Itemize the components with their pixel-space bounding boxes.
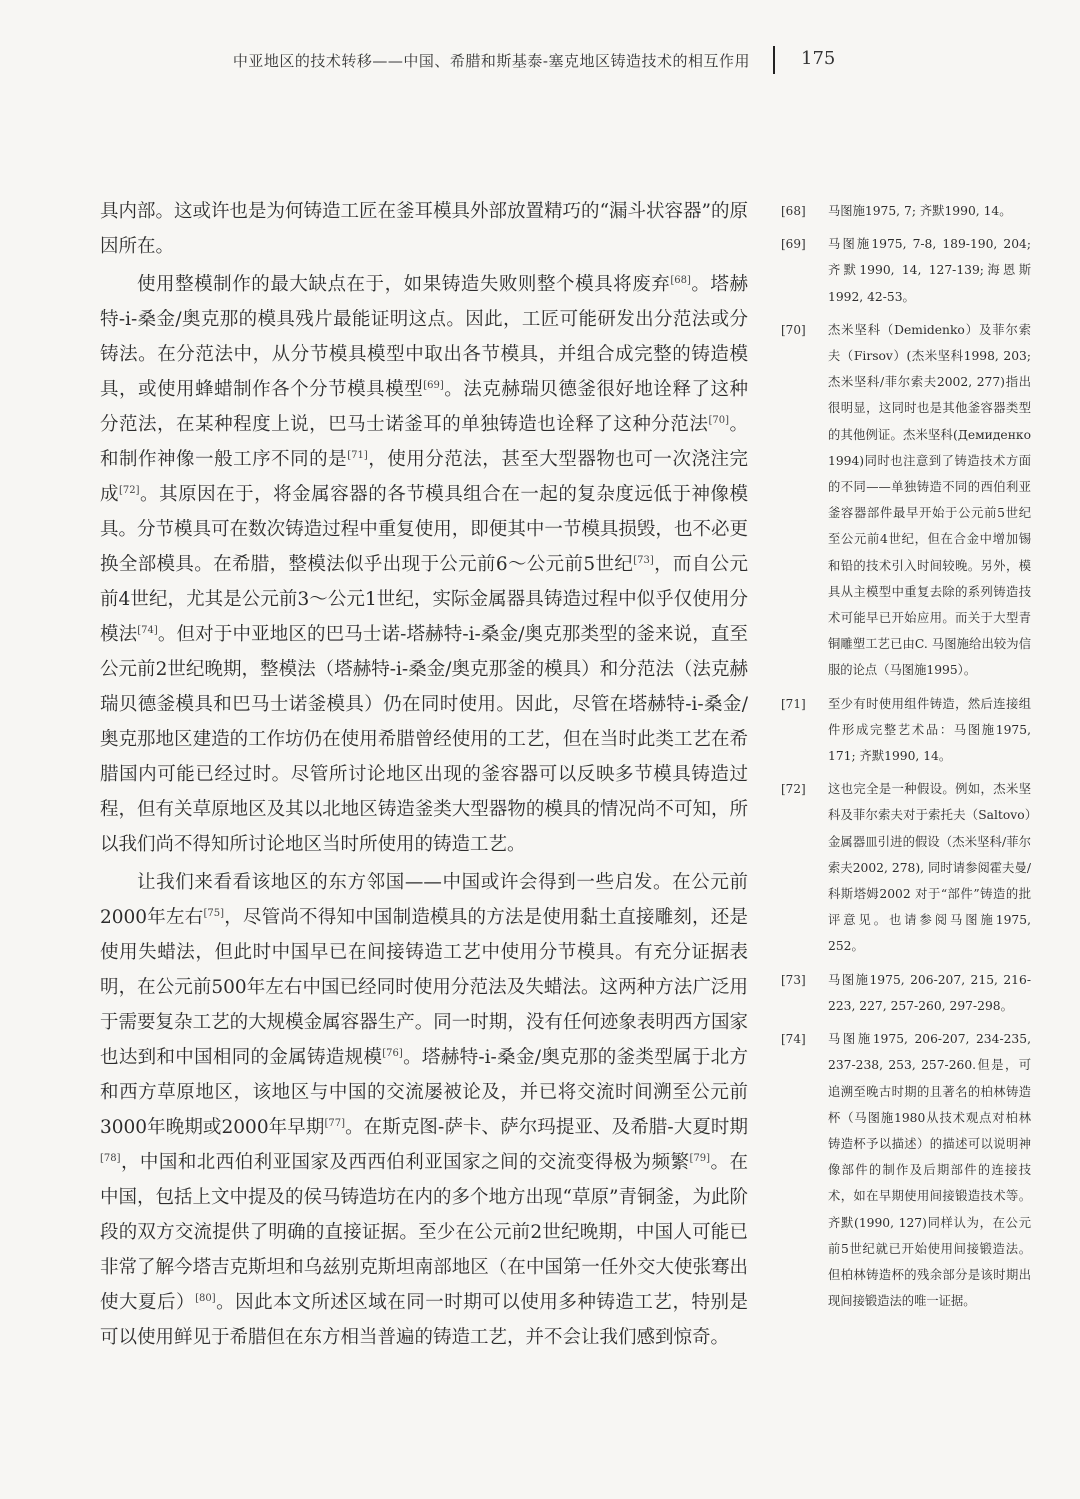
note-text: 马图施1975, 206-207, 215, 216-223, 227, 257-260, 297-298。 (828, 972, 1031, 1013)
side-notes (781, 198, 1031, 1321)
side-note (781, 776, 1031, 959)
note-text: 马图施1975, 7; 齐默1990, 14。 (828, 204, 1012, 218)
footnote-ref[interactable]: [70] (708, 414, 729, 426)
paragraph-text: ，使用分范法，甚至大型器物也可一次浇注完成 (100, 449, 748, 505)
side-note (781, 967, 1031, 1019)
paragraph-text: ，尽管尚不得知中国制造模具的方法是使用黏土直接雕刻，还是使用失蜡法，但此时中国早已在间接铸造工艺中使用分节模具。有充分证据表明，在公元前500年左右中国已经同时使用分范法及失蜡法。这两种方法广泛用于需要复杂工艺的大规模金属容器生产。同一时期，没有任何迹象表明西方国家也达到和中国相同的金属铸造规模 (100, 907, 748, 1068)
paragraph-3 (100, 865, 748, 1355)
paragraph-text: 。因此本文所述区域在同一时期可以使用多种铸造工艺，特别是可以使用鲜见于希腊但在东方相当普遍的铸造工艺，并不会让我们感到惊奇。 (100, 1292, 748, 1348)
note-text: 至少有时使用组件铸造，然后连接组件形成完整艺术品：马图施1975, 171; 齐默1990, 14。 (828, 696, 1031, 764)
main-text (100, 194, 748, 1355)
note-number: [70] (781, 322, 806, 337)
note-text: 这也完全是一种假设。例如，杰米坚科及菲尔索夫对于索托夫（Saltovo）金属器皿引进的假设（杰米坚科/菲尔索夫2002, 278), 同时请参阅霍夫曼/科斯塔姆2002 对于“部件”铸造的批评意见。也请参阅马图施1975, 252。 (828, 782, 1031, 954)
side-note (781, 317, 1031, 684)
footnote-ref[interactable]: [77] (324, 1117, 345, 1129)
side-note (781, 691, 1031, 770)
side-note (781, 1026, 1031, 1314)
footnote-ref[interactable]: [68] (670, 274, 691, 286)
header-divider (773, 46, 775, 74)
note-text: 马图施1975, 206-207, 234-235, 237-238, 253, 257-260.但是，可追溯至晚古时期的且著名的柏林铸造杯（马图施1980从技术观点对柏林铸造杯予以描述）的描述可以说明神像部件的制作及后期部件的连接技术，如在早期使用间接锻造技术等。齐默(1990, 127)同样认为，在公元前5世纪就已开始使用间接锻造法。但柏林铸造杯的残余部分是该时期出现间接锻造法的唯一证据。 (828, 1032, 1031, 1309)
running-header-title: 中亚地区的技术转移——中国、希腊和斯基泰-塞克地区铸造技术的相互作用 (232, 52, 750, 70)
paragraph-text: 。法克赫瑞贝德釜很好地诠释了这种分范法，在某种程度上说，巴马士诺釜耳的单独铸造也诠释了这种分范法 (100, 379, 748, 435)
note-text: 杰米坚科（Demidenko）及菲尔索夫（Firsov）(杰米坚科1998, 203;杰米坚科/菲尔索夫2002, 277)指出很明显，这同时也是其他釜容器类型的其他例证。杰米坚科(Демиденко 1994)同时也注意到了铸造技术方面的不同——单独铸造不同的西伯利亚釜容器部件最早开始于公元前5世纪至公元前4世纪，但在合金中增加锡和铅的技术引入时间较晚。另外，模具从主模型中重复去除的系列铸造技术可能早已开始应用。而关于大型青铜雕塑工艺已由C. 马图施给出较为信服的论点（马图施1995）。 (828, 322, 1031, 678)
note-number: [73] (781, 972, 806, 987)
note-number: [74] (781, 1032, 806, 1047)
footnote-ref[interactable]: [80] (195, 1292, 216, 1304)
side-note (781, 231, 1031, 310)
paragraph-2 (100, 267, 748, 862)
paragraph-text: 。在中国，包括上文中提及的侯马铸造坊在内的多个地方出现“草原”青铜釜，为此阶段的双方交流提供了明确的直接证据。至少在公元前2世纪晚期，中国人可能已非常了解今塔吉克斯坦和乌兹别克斯坦南部地区（在中国第一任外交大使张骞出使大夏后） (100, 1152, 748, 1313)
paragraph-text: 。塔赫特-i-桑金/奥克那的釜类型属于北方和西方草原地区，该地区与中国的交流屡被论及，并已将交流时间溯至公元前3000年晚期或2000年早期 (100, 1047, 748, 1138)
footnote-ref[interactable]: [78] (100, 1152, 121, 1164)
note-number: [72] (781, 782, 806, 797)
footnote-ref[interactable]: [71] (347, 449, 368, 461)
footnote-ref[interactable]: [72] (119, 484, 140, 496)
note-number: [69] (781, 237, 806, 252)
note-number: [71] (781, 696, 806, 711)
side-note (781, 198, 1031, 224)
footnote-ref[interactable]: [73] (633, 554, 654, 566)
paragraph-text: 。其原因在于，将金属容器的各节模具组合在一起的复杂度远低于神像模具。分节模具可在数次铸造过程中重复使用，即便其中一节模具损毁，也不必更换全部模具。在希腊，整模法似乎出现于公元前6～公元前5世纪 (100, 484, 748, 575)
footnote-ref[interactable]: [76] (382, 1047, 403, 1059)
footnote-ref[interactable]: [74] (137, 624, 158, 636)
page-number: 175 (801, 48, 836, 69)
paragraph-text: 。在斯克图-萨卡、萨尔玛提亚、及希腊-大夏时期 (344, 1117, 748, 1138)
paragraph-text: 。但对于中亚地区的巴马士诺-塔赫特-i-桑金/奥克那类型的釜来说，直至公元前2世纪晚期，整模法（塔赫特-i-桑金/奥克那釜的模具）和分范法（法克赫瑞贝德釜模具和巴马士诺釜模具）仍在同时使用。因此，尽管在塔赫特-i-桑金/奥克那地区建造的工作坊仍在使用希腊曾经使用的工艺，但在当时此类工艺在希腊国内可能已经过时。尽管所讨论地区出现的釜容器可以反映多节模具铸造过程，但有关草原地区及其以北地区铸造釜类大型器物的模具的情况尚不可知，所以我们尚不得知所讨论地区当时所使用的铸造工艺。 (100, 624, 748, 855)
footnote-ref[interactable]: [79] (689, 1152, 711, 1164)
note-text: 马图施1975, 7-8, 189-190, 204; 齐默1990, 14, 127-139;海恩斯1992, 42-53。 (828, 237, 1031, 304)
paragraph-1: 具内部。这或许也是为何铸造工匠在釜耳模具外部放置精巧的“漏斗状容器”的原因所在。 (100, 201, 748, 257)
note-number: [68] (781, 204, 806, 218)
paragraph-text: 让我们来看看该地区的东方邻国——中国或许会得到一些启发。在公元前2000年左右 (100, 872, 748, 928)
footnote-ref[interactable]: [69] (423, 379, 444, 391)
footnote-ref[interactable]: [75] (203, 907, 224, 919)
paragraph-text: ，中国和北西伯利亚国家及西西伯利亚国家之间的交流变得极为频繁 (120, 1152, 690, 1173)
paragraph-text: 。和制作神像一般工序不同的是 (100, 414, 748, 470)
paragraph-text: 。塔赫特-i-桑金/奥克那的模具残片最能证明这点。因此，工匠可能研发出分范法或分铸法。在分范法中，从分节模具模型中取出各节模具，并组合成完整的铸造模具，或使用蜂蜡制作各个分节模具模型 (100, 274, 748, 400)
running-header (0, 46, 1080, 76)
paragraph-text: 使用整模制作的最大缺点在于，如果铸造失败则整个模具将废弃 (137, 274, 671, 295)
paragraph-text: ，而自公元前4世纪，尤其是公元前3～公元1世纪，实际金属器具铸造过程中似乎仅使用分模法 (100, 554, 748, 645)
